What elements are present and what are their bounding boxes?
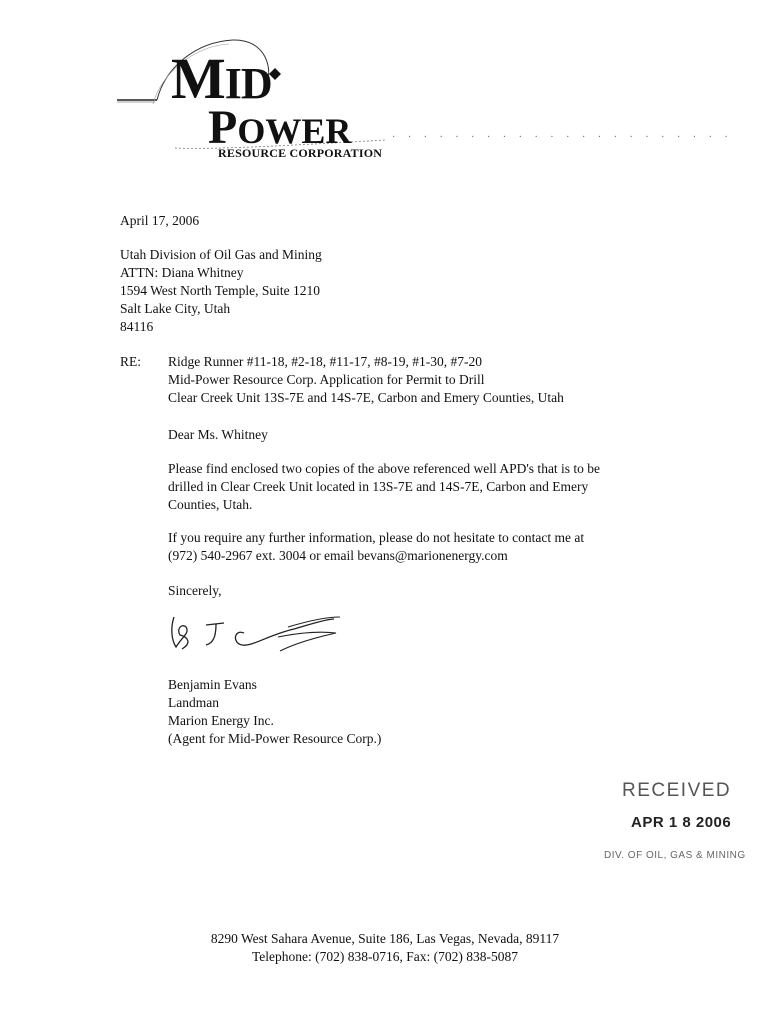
logo-corporation-line: RESOURCE CORPORATION xyxy=(218,146,383,160)
handwritten-signature xyxy=(168,607,348,662)
body-line: drilled in Clear Creek Unit located in 13S-7E and 14S-7E, Carbon and Emery xyxy=(168,479,589,494)
recipient-line: Utah Division of Oil Gas and Mining xyxy=(120,247,322,262)
received-stamp-date: APR 1 8 2006 xyxy=(631,814,732,831)
body-line: Please find enclosed two copies of the above referenced well APD's that is to be xyxy=(168,461,601,476)
body-paragraph-2 xyxy=(168,529,584,565)
signer-block xyxy=(168,676,381,748)
re-label: RE: xyxy=(120,354,142,369)
body-paragraph-1 xyxy=(168,460,600,514)
letterhead-rule: · · · · · · · · · · · · · · · · · · · · · · xyxy=(392,132,733,143)
footer-address: 8290 West Sahara Avenue, Suite 186, Las Vegas, Nevada, 89117 xyxy=(210,931,560,946)
company-logo xyxy=(115,28,445,168)
re-line: Clear Creek Unit 13S-7E and 14S-7E, Carbon and Emery Counties, Utah xyxy=(168,390,564,405)
re-line: Ridge Runner #11-18, #2-18, #11-17, #8-19, #1-30, #7-20 xyxy=(168,354,482,369)
recipient-line: Salt Lake City, Utah xyxy=(120,301,231,316)
logo-word-power: POWER xyxy=(208,101,352,154)
body-line: (972) 540-2967 ext. 3004 or email bevans@marionenergy.com xyxy=(168,548,508,563)
salutation: Dear Ms. Whitney xyxy=(168,427,268,442)
re-line: Mid-Power Resource Corp. Application for Permit to Drill xyxy=(168,372,485,387)
recipient-line: 1594 West North Temple, Suite 1210 xyxy=(120,283,320,298)
signer-line: (Agent for Mid-Power Resource Corp.) xyxy=(168,731,382,746)
signer-line: Marion Energy Inc. xyxy=(168,713,274,728)
footer-phone: Telephone: (702) 838-0716, Fax: (702) 838-5087 xyxy=(251,949,518,964)
body-line: Counties, Utah. xyxy=(168,497,253,512)
body-line: If you require any further information, please do not hesitate to contact me at xyxy=(168,530,585,545)
logo-word-mid: MID xyxy=(171,46,272,111)
received-stamp-division: DIV. OF OIL, GAS & MINING xyxy=(604,850,746,861)
received-stamp-title: RECEIVED xyxy=(622,780,732,801)
re-subject xyxy=(168,353,564,407)
closing: Sincerely, xyxy=(168,583,222,598)
signer-line: Benjamin Evans xyxy=(168,677,257,692)
recipient-line: ATTN: Diana Whitney xyxy=(120,265,244,280)
recipient-line: 84116 xyxy=(120,319,154,334)
signer-line: Landman xyxy=(168,695,219,710)
recipient-address xyxy=(120,246,322,336)
letter-date: April 17, 2006 xyxy=(120,213,200,228)
